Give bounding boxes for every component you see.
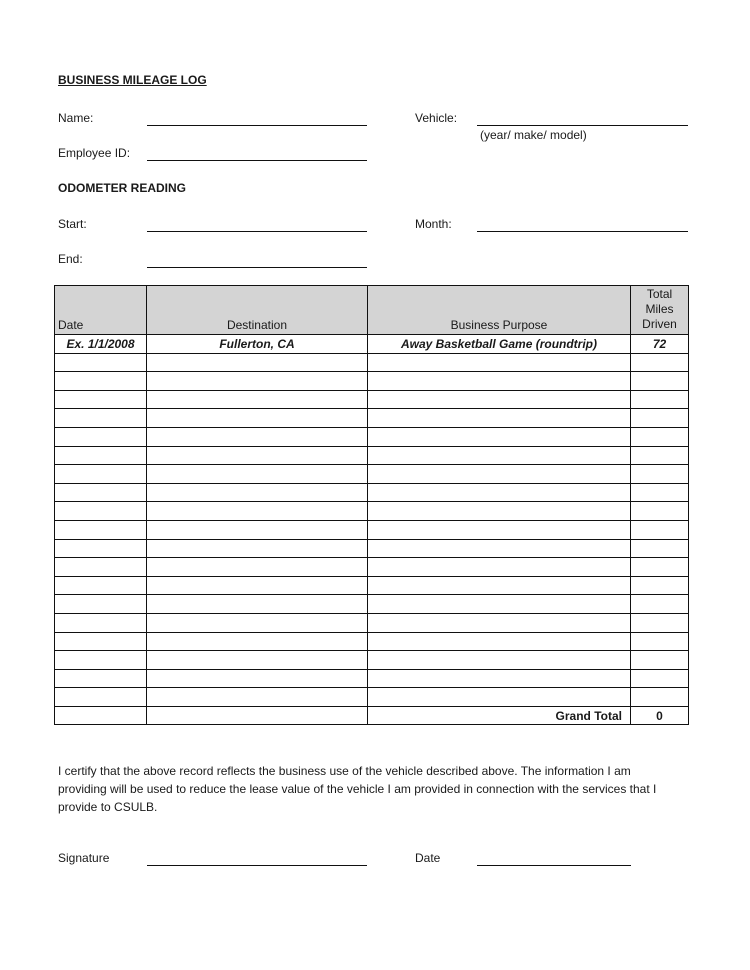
cell-purpose[interactable] (368, 353, 631, 372)
grand-total-value: 0 (631, 706, 689, 725)
cell-destination[interactable] (147, 632, 368, 651)
cell-purpose[interactable] (368, 576, 631, 595)
table-row (55, 632, 689, 651)
cell-miles[interactable] (631, 502, 689, 521)
month-field[interactable] (477, 231, 688, 232)
example-miles: 72 (631, 335, 689, 354)
cell-miles[interactable] (631, 446, 689, 465)
table-row (55, 465, 689, 484)
cell-miles[interactable] (631, 390, 689, 409)
header-purpose: Business Purpose (368, 286, 631, 335)
table-row (55, 427, 689, 446)
cell-date[interactable] (55, 576, 147, 595)
cell-destination[interactable] (147, 558, 368, 577)
cell-date[interactable] (55, 483, 147, 502)
cell-date[interactable] (55, 446, 147, 465)
grand-total-row (55, 706, 689, 725)
cell-destination[interactable] (147, 613, 368, 632)
table-row (55, 446, 689, 465)
table-row (55, 353, 689, 372)
signature-field[interactable] (147, 865, 367, 866)
cell-destination[interactable] (147, 409, 368, 428)
table-row (55, 390, 689, 409)
cell-purpose[interactable] (368, 539, 631, 558)
vehicle-label: Vehicle: (415, 111, 458, 125)
cell-date[interactable] (55, 632, 147, 651)
cell-destination[interactable] (147, 483, 368, 502)
cell-purpose[interactable] (368, 427, 631, 446)
table-row (55, 409, 689, 428)
name-field[interactable] (147, 125, 367, 126)
cell-destination[interactable] (147, 446, 368, 465)
cell-miles[interactable] (631, 576, 689, 595)
cell-date[interactable] (55, 669, 147, 688)
start-field[interactable] (147, 231, 367, 232)
cell-date[interactable] (55, 372, 147, 391)
cell-date[interactable] (55, 502, 147, 521)
table-row (55, 539, 689, 558)
cell-destination[interactable] (147, 372, 368, 391)
cell-miles[interactable] (631, 595, 689, 614)
date-label: Date (415, 851, 441, 865)
end-field[interactable] (147, 267, 367, 268)
cell-date[interactable] (55, 613, 147, 632)
cell-miles[interactable] (631, 409, 689, 428)
table-row (55, 595, 689, 614)
name-label: Name: (58, 111, 94, 125)
cell-miles[interactable] (631, 613, 689, 632)
cell-destination[interactable] (147, 390, 368, 409)
cell-purpose[interactable] (368, 651, 631, 670)
cell-destination[interactable] (147, 651, 368, 670)
header-miles-line3: Driven (642, 317, 677, 331)
start-label: Start: (58, 217, 87, 231)
cell-purpose[interactable] (368, 446, 631, 465)
cell-miles[interactable] (631, 632, 689, 651)
employee-id-label: Employee ID: (58, 146, 131, 160)
end-label: End: (58, 252, 83, 266)
employee-id-field[interactable] (147, 160, 367, 161)
cell-miles[interactable] (631, 520, 689, 539)
cell-miles[interactable] (631, 353, 689, 372)
header-miles (631, 286, 689, 335)
table-row (55, 483, 689, 502)
cell-purpose[interactable] (368, 520, 631, 539)
month-label: Month: (415, 217, 452, 231)
cell-date[interactable] (55, 465, 147, 484)
cell-date[interactable] (55, 427, 147, 446)
table-row (55, 502, 689, 521)
cell-miles[interactable] (631, 483, 689, 502)
cell-purpose[interactable] (368, 372, 631, 391)
table-row (55, 372, 689, 391)
cell-purpose[interactable] (368, 632, 631, 651)
cell-date[interactable] (55, 558, 147, 577)
cell-miles[interactable] (631, 427, 689, 446)
cell-date[interactable] (55, 651, 147, 670)
cell-destination[interactable] (147, 465, 368, 484)
total-spacer-destination (147, 706, 368, 725)
example-date: Ex. 1/1/2008 (55, 335, 147, 354)
cell-destination[interactable] (147, 595, 368, 614)
cell-purpose[interactable] (368, 502, 631, 521)
example-row (55, 335, 689, 354)
table-row (55, 613, 689, 632)
table-row (55, 558, 689, 577)
cell-purpose[interactable] (368, 465, 631, 484)
header-miles-line1: Total (646, 287, 673, 301)
header-destination: Destination (147, 286, 368, 335)
cell-date[interactable] (55, 595, 147, 614)
example-purpose: Away Basketball Game (roundtrip) (368, 335, 631, 354)
certification-text: I certify that the above record reflects the business use of the vehicle described above. The information I am providing will be used to reduce the lease value of the vehicle I am provided in connection with the services that I provide to CSULB. (58, 764, 657, 814)
cell-miles[interactable] (631, 669, 689, 688)
cell-date[interactable] (55, 390, 147, 409)
cell-miles[interactable] (631, 465, 689, 484)
cell-miles[interactable] (631, 539, 689, 558)
cell-miles[interactable] (631, 688, 689, 707)
cell-purpose[interactable] (368, 613, 631, 632)
cell-destination[interactable] (147, 353, 368, 372)
example-destination: Fullerton, CA (147, 335, 368, 354)
cell-destination[interactable] (147, 520, 368, 539)
total-spacer-date (55, 706, 147, 725)
cell-purpose[interactable] (368, 390, 631, 409)
odometer-heading: ODOMETER READING (58, 181, 187, 195)
cell-miles[interactable] (631, 372, 689, 391)
cell-miles[interactable] (631, 651, 689, 670)
cell-miles[interactable] (631, 558, 689, 577)
cell-purpose[interactable] (368, 688, 631, 707)
cell-purpose[interactable] (368, 409, 631, 428)
signature-label: Signature (58, 851, 110, 865)
cell-date[interactable] (55, 353, 147, 372)
table-header-row (55, 286, 689, 335)
cell-destination[interactable] (147, 427, 368, 446)
grand-total-label: Grand Total (368, 706, 631, 725)
vehicle-field[interactable] (477, 125, 688, 126)
table-row (55, 576, 689, 595)
table-row (55, 669, 689, 688)
date-field[interactable] (477, 865, 631, 866)
cell-date[interactable] (55, 520, 147, 539)
header-date: Date (55, 286, 147, 335)
table-row (55, 651, 689, 670)
cell-purpose[interactable] (368, 483, 631, 502)
cell-purpose[interactable] (368, 669, 631, 688)
vehicle-hint: (year/ make/ model) (480, 128, 587, 142)
cell-date[interactable] (55, 409, 147, 428)
cell-purpose[interactable] (368, 558, 631, 577)
cell-destination[interactable] (147, 502, 368, 521)
cell-destination[interactable] (147, 688, 368, 707)
form-title: BUSINESS MILEAGE LOG (58, 73, 207, 87)
cell-destination[interactable] (147, 669, 368, 688)
table-row (55, 688, 689, 707)
cell-date[interactable] (55, 688, 147, 707)
table-row (55, 520, 689, 539)
cell-purpose[interactable] (368, 595, 631, 614)
cell-date[interactable] (55, 539, 147, 558)
mileage-log-table (54, 285, 689, 725)
cell-destination[interactable] (147, 539, 368, 558)
header-miles-line2: Miles (645, 302, 674, 316)
cell-destination[interactable] (147, 576, 368, 595)
